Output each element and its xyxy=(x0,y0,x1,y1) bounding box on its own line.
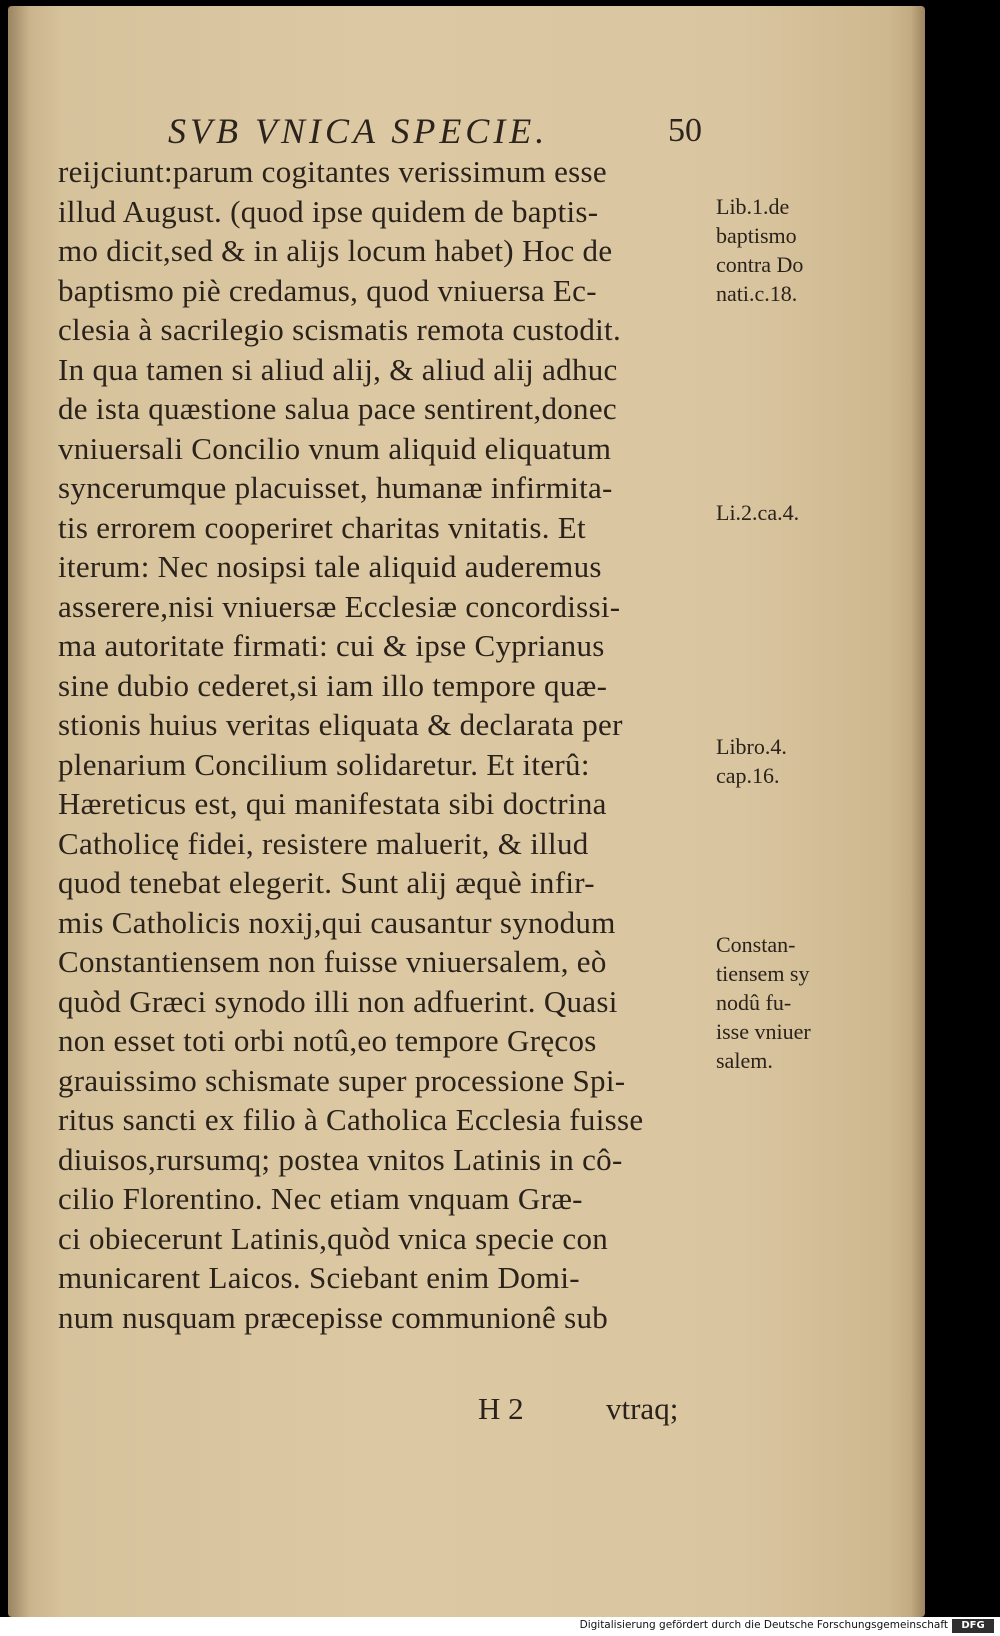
text-line: municarent Laicos. Sciebant enim Domi- xyxy=(58,1260,580,1295)
catchword: vtraq; xyxy=(606,1391,679,1426)
margin-note-line: salem. xyxy=(716,1048,773,1073)
text-line: mo dicit,sed & in alijs locum habet) Hoc de xyxy=(58,233,613,268)
funding-credit: Digitalisierung gefördert durch die Deutsche Forschungsgemeinschaft xyxy=(579,1619,948,1631)
text-line: ma autoritate firmati: cui & ipse Cyprianus xyxy=(58,628,605,663)
margin-note-line: nati.c.18. xyxy=(716,281,798,306)
text-line: grauissimo schismate super processione Spi- xyxy=(58,1062,626,1098)
digitization-footer xyxy=(0,1617,1000,1636)
text-line: baptismo piè credamus, quod vniuersa Ec- xyxy=(58,272,597,308)
text-line: diuisos,rursumq; postea vnitos Latinis in cô- xyxy=(58,1141,623,1177)
text-line: reijciunt:parum cogitantes verissimum esse xyxy=(58,154,607,189)
margin-note-line: nodû fu- xyxy=(716,990,792,1015)
book-page xyxy=(8,6,925,1617)
margin-note-line: tiensem sy xyxy=(716,961,810,986)
text-line: In qua tamen si aliud alij, & aliud alij adhuc xyxy=(58,351,618,387)
margin-note-line: Constan- xyxy=(716,932,796,957)
text-line: Constantiensem non fuisse vniuersalem, eò xyxy=(58,944,607,979)
text-line: clesia à sacrilegio scismatis remota custodit. xyxy=(58,312,622,347)
margin-note-line: contra Do xyxy=(716,252,804,277)
margin-note xyxy=(716,930,926,1075)
text-line: ci obiecerunt Latinis,quòd vnica specie con xyxy=(58,1220,609,1256)
text-line: stionis huius veritas eliquata & declarata per xyxy=(58,707,623,742)
text-line: quòd Græci synodo illi non adfuerint. Quasi xyxy=(58,983,618,1019)
text-line: syncerumque placuisset, humanæ infirmita- xyxy=(58,470,613,505)
margin-note-line: Libro.4. xyxy=(716,734,787,759)
text-line: iterum: Nec nosipsi tale aliquid auderemus xyxy=(58,549,602,584)
signature-mark: H 2 xyxy=(478,1391,524,1426)
margin-note-line: Li.2.ca.4. xyxy=(716,500,800,525)
body-text xyxy=(58,152,718,1337)
margin-note-line: baptismo xyxy=(716,223,797,248)
running-head: SVB VNICA SPECIE. xyxy=(168,111,549,151)
text-line: quod tenebat elegerit. Sunt alij æquè infir- xyxy=(58,865,595,900)
dfg-logo: DFG xyxy=(952,1619,994,1633)
page-header xyxy=(168,110,708,154)
text-line: tis errorem cooperiret charitas vnitatis. Et xyxy=(58,509,586,545)
text-line: illud August. (quod ipse quidem de baptis- xyxy=(58,193,599,229)
text-line: Hæreticus est, qui manifestata sibi doctrina xyxy=(58,786,607,821)
text-line: cilio Florentino. Nec etiam vnquam Græ- xyxy=(58,1181,583,1216)
text-line: ritus sancti ex filio à Catholica Ecclesia fuisse xyxy=(58,1102,644,1137)
margin-note-line: cap.16. xyxy=(716,763,780,788)
margin-note xyxy=(716,732,926,790)
text-line: Catholicę fidei, resistere maluerit, & illud xyxy=(58,825,589,861)
margin-note-line: isse vniuer xyxy=(716,1019,811,1044)
catchword-line xyxy=(478,1391,718,1431)
text-line: sine dubio cederet,si iam illo tempore quæ- xyxy=(58,667,608,703)
margin-note-line: Lib.1.de xyxy=(716,194,790,219)
text-line: num nusquam præcepisse communionê sub xyxy=(58,1299,609,1335)
text-line: non esset toti orbi notû,eo tempore Gręcos xyxy=(58,1023,597,1058)
text-line: asserere,nisi vniuersæ Ecclesiæ concordissi- xyxy=(58,588,621,624)
text-line: mis Catholicis noxij,qui causantur synodum xyxy=(58,904,616,940)
text-line: vniuersali Concilio vnum aliquid eliquatum xyxy=(58,430,612,466)
margin-note xyxy=(716,498,926,527)
text-line: de ista quæstione salua pace sentirent,donec xyxy=(58,391,617,426)
margin-note xyxy=(716,192,926,308)
text-line: plenarium Concilium solidaretur. Et iterû: xyxy=(58,746,590,782)
folio-number: 50 xyxy=(668,112,702,149)
